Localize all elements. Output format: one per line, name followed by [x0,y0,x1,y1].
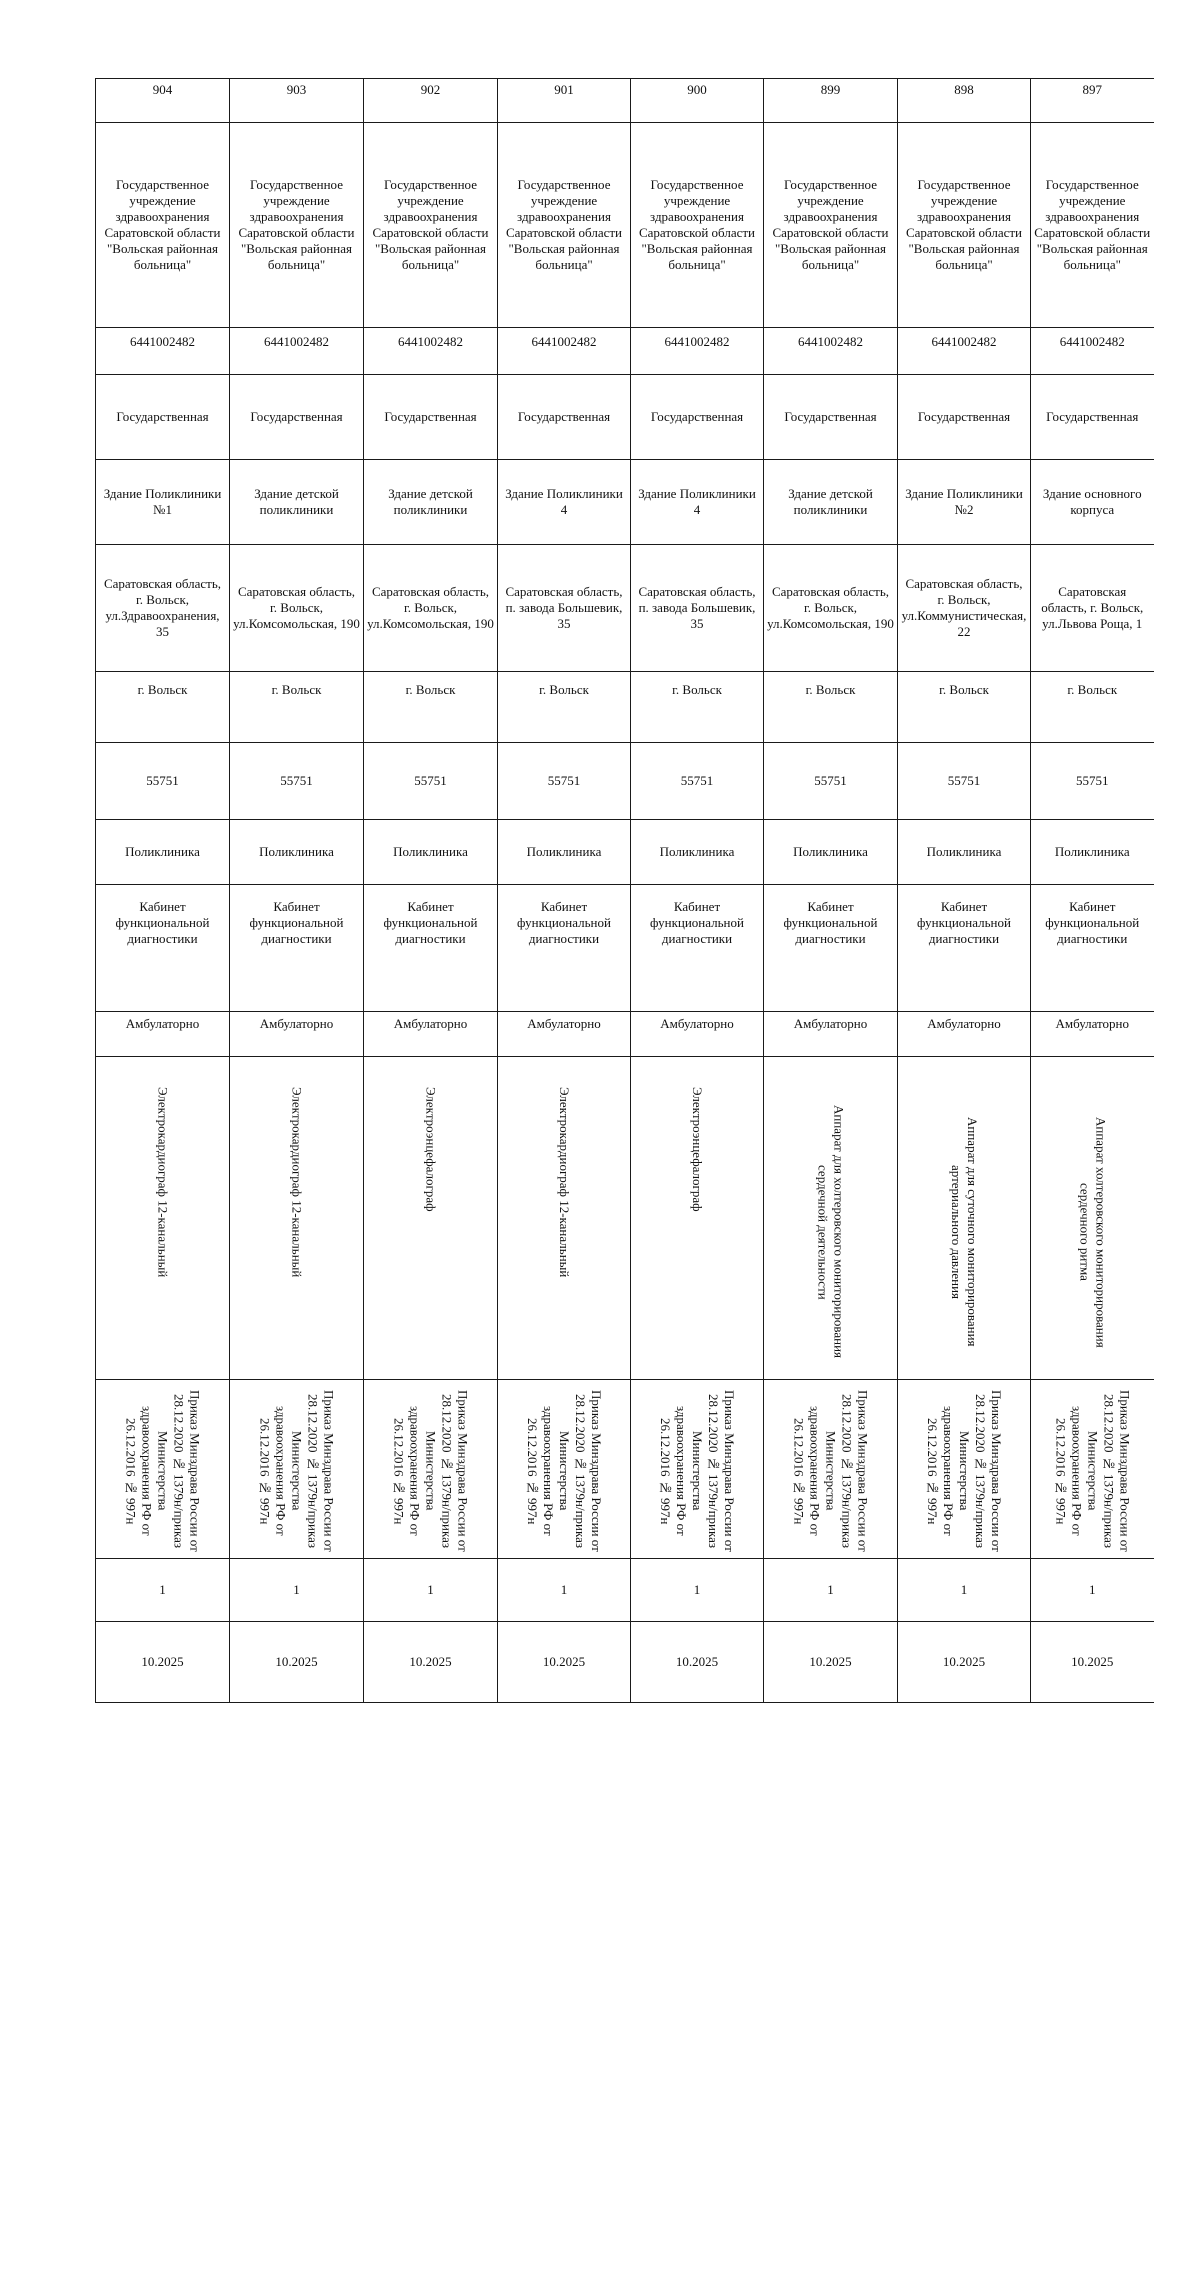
cell-equipment: Электрокардиограф 12-канальный [498,1057,631,1380]
row-department [96,885,1154,1012]
row-code [96,743,1154,820]
cell-order: Приказ Минздрава России от 28.12.2020 № 1379н/приказ Министерства здравоохранения РФ от 26.12.2016 № 997н [498,1380,631,1559]
cell-date: 10.2025 [230,1622,364,1703]
cell-date: 10.2025 [631,1622,764,1703]
cell-facility-type: Поликлиника [364,820,498,885]
cell-equipment: Электроэнцефалограф [631,1057,764,1380]
cell-department: Кабинет функциональной диагностики [364,885,498,1012]
cell-ownership-form: Государственная [498,375,631,460]
cell-ownership-form: Государственная [764,375,898,460]
cell-department: Кабинет функциональной диагностики [898,885,1031,1012]
cell-facility-type: Поликлиника [764,820,898,885]
cell-equipment: Электрокардиограф 12-канальный [96,1057,230,1380]
cell-equipment: Электрокардиограф 12-канальный [230,1057,364,1380]
cell-code: 55751 [898,743,1031,820]
cell-city: г. Вольск [230,672,364,743]
row-inn [96,328,1154,375]
cell-ownership-form: Государственная [230,375,364,460]
cell-quantity: 1 [764,1559,898,1622]
cell-date: 10.2025 [498,1622,631,1703]
cell-quantity: 1 [96,1559,230,1622]
cell-department: Кабинет функциональной диагностики [764,885,898,1012]
cell-department: Кабинет функциональной диагностики [230,885,364,1012]
cell-city: г. Вольск [96,672,230,743]
row-date [96,1622,1154,1703]
cell-quantity: 1 [898,1559,1031,1622]
cell-ownership-form: Государственная [631,375,764,460]
cell-department: Кабинет функциональной диагностики [1031,885,1154,1012]
cell-organization: Государственное учреждение здравоохранения Саратовской области "Вольская районная больница" [898,123,1031,328]
cell-code: 55751 [764,743,898,820]
cell-inn: 6441002482 [230,328,364,375]
cell-code: 55751 [364,743,498,820]
cell-code: 55751 [1031,743,1154,820]
cell-date: 10.2025 [764,1622,898,1703]
cell-inn: 6441002482 [364,328,498,375]
cell-ownership-form: Государственная [96,375,230,460]
cell-organization: Государственное учреждение здравоохранения Саратовской области "Вольская районная больница" [230,123,364,328]
cell-date: 10.2025 [1031,1622,1154,1703]
cell-facility-type: Поликлиника [498,820,631,885]
cell-code: 55751 [631,743,764,820]
row-care-mode [96,1012,1154,1057]
cell-facility-type: Поликлиника [898,820,1031,885]
cell-number: 897 [1031,79,1154,123]
cell-facility-type: Поликлиника [96,820,230,885]
cell-equipment: Аппарат для суточного мониторирования артериального давления [898,1057,1031,1380]
cell-care-mode: Амбулаторно [1031,1012,1154,1057]
cell-date: 10.2025 [96,1622,230,1703]
cell-order: Приказ Минздрава России от 28.12.2020 № 1379н/приказ Министерства здравоохранения РФ от 26.12.2016 № 997н [364,1380,498,1559]
row-building [96,460,1154,545]
cell-care-mode: Амбулаторно [764,1012,898,1057]
cell-care-mode: Амбулаторно [364,1012,498,1057]
cell-equipment: Аппарат холтеровского мониторирования сердечного ритма [1031,1057,1154,1380]
cell-order: Приказ Минздрава России от 28.12.2020 № 1379н/приказ Министерства здравоохранения РФ от 26.12.2016 № 997н [230,1380,364,1559]
cell-organization: Государственное учреждение здравоохранения Саратовской области "Вольская районная больница" [498,123,631,328]
cell-quantity: 1 [631,1559,764,1622]
row-ownership-form [96,375,1154,460]
row-order [96,1380,1154,1559]
cell-order: Приказ Минздрава России от 28.12.2020 № 1379н/приказ Министерства здравоохранения РФ от 26.12.2016 № 997н [96,1380,230,1559]
cell-facility-type: Поликлиника [1031,820,1154,885]
row-facility-type [96,820,1154,885]
cell-quantity: 1 [364,1559,498,1622]
cell-inn: 6441002482 [898,328,1031,375]
cell-inn: 6441002482 [764,328,898,375]
cell-organization: Государственное учреждение здравоохранения Саратовской области "Вольская районная больница" [631,123,764,328]
cell-building: Здание детской поликлиники [230,460,364,545]
cell-order: Приказ Минздрава России от 28.12.2020 № 1379н/приказ Министерства здравоохранения РФ от 26.12.2016 № 997н [764,1380,898,1559]
cell-address: Саратовская область, п. завода Большевик, 35 [498,545,631,672]
row-organization [96,123,1154,328]
cell-quantity: 1 [1031,1559,1154,1622]
cell-organization: Государственное учреждение здравоохранения Саратовской области "Вольская районная больница" [96,123,230,328]
cell-care-mode: Амбулаторно [631,1012,764,1057]
cell-address: Саратовская область, г. Вольск, ул.Комсомольская, 190 [764,545,898,672]
cell-care-mode: Амбулаторно [96,1012,230,1057]
cell-ownership-form: Государственная [898,375,1031,460]
cell-organization: Государственное учреждение здравоохранения Саратовской области "Вольская районная больница" [1031,123,1154,328]
cell-code: 55751 [96,743,230,820]
cell-facility-type: Поликлиника [230,820,364,885]
cell-city: г. Вольск [498,672,631,743]
cell-facility-type: Поликлиника [631,820,764,885]
cell-number: 904 [96,79,230,123]
row-number [96,79,1154,123]
cell-city: г. Вольск [631,672,764,743]
cell-department: Кабинет функциональной диагностики [96,885,230,1012]
cell-number: 900 [631,79,764,123]
cell-inn: 6441002482 [96,328,230,375]
cell-quantity: 1 [498,1559,631,1622]
cell-building: Здание Поликлиники №2 [898,460,1031,545]
cell-inn: 6441002482 [1031,328,1154,375]
cell-city: г. Вольск [1031,672,1154,743]
cell-care-mode: Амбулаторно [898,1012,1031,1057]
cell-number: 903 [230,79,364,123]
cell-address: Саратовская область, г. Вольск, ул.Коммунистическая, 22 [898,545,1031,672]
cell-building: Здание Поликлиники 4 [498,460,631,545]
cell-equipment: Аппарат для холтеровского мониторирования сердечной деятельности [764,1057,898,1380]
cell-city: г. Вольск [898,672,1031,743]
cell-code: 55751 [498,743,631,820]
row-city [96,672,1154,743]
cell-number: 899 [764,79,898,123]
cell-number: 901 [498,79,631,123]
cell-ownership-form: Государственная [364,375,498,460]
cell-address: Саратовская область, п. завода Большевик, 35 [631,545,764,672]
cell-care-mode: Амбулаторно [230,1012,364,1057]
row-equipment [96,1057,1154,1380]
cell-organization: Государственное учреждение здравоохранения Саратовской области "Вольская районная больница" [764,123,898,328]
cell-date: 10.2025 [364,1622,498,1703]
cell-quantity: 1 [230,1559,364,1622]
cell-building: Здание детской поликлиники [764,460,898,545]
cell-ownership-form: Государственная [1031,375,1154,460]
cell-address: Саратовская область, г. Вольск, ул.Здравоохранения, 35 [96,545,230,672]
cell-address: Саратовская область, г. Вольск, ул.Львова Роща, 1 [1031,545,1154,672]
cell-department: Кабинет функциональной диагностики [631,885,764,1012]
cell-department: Кабинет функциональной диагностики [498,885,631,1012]
equipment-table [95,78,1154,1703]
cell-date: 10.2025 [898,1622,1031,1703]
cell-care-mode: Амбулаторно [498,1012,631,1057]
cell-code: 55751 [230,743,364,820]
cell-city: г. Вольск [764,672,898,743]
cell-building: Здание детской поликлиники [364,460,498,545]
cell-city: г. Вольск [364,672,498,743]
cell-number: 902 [364,79,498,123]
cell-inn: 6441002482 [498,328,631,375]
cell-building: Здание Поликлиники 4 [631,460,764,545]
row-address [96,545,1154,672]
cell-order: Приказ Минздрава России от 28.12.2020 № 1379н/приказ Министерства здравоохранения РФ от 26.12.2016 № 997н [898,1380,1031,1559]
cell-order: Приказ Минздрава России от 28.12.2020 № 1379н/приказ Министерства здравоохранения РФ от 26.12.2016 № 997н [1031,1380,1154,1559]
cell-inn: 6441002482 [631,328,764,375]
cell-order: Приказ Минздрава России от 28.12.2020 № 1379н/приказ Министерства здравоохранения РФ от 26.12.2016 № 997н [631,1380,764,1559]
row-quantity [96,1559,1154,1622]
cell-address: Саратовская область, г. Вольск, ул.Комсомольская, 190 [230,545,364,672]
cell-address: Саратовская область, г. Вольск, ул.Комсомольская, 190 [364,545,498,672]
cell-building: Здание основного корпуса [1031,460,1154,545]
cell-number: 898 [898,79,1031,123]
cell-equipment: Электроэнцефалограф [364,1057,498,1380]
cell-building: Здание Поликлиники №1 [96,460,230,545]
cell-organization: Государственное учреждение здравоохранения Саратовской области "Вольская районная больница" [364,123,498,328]
